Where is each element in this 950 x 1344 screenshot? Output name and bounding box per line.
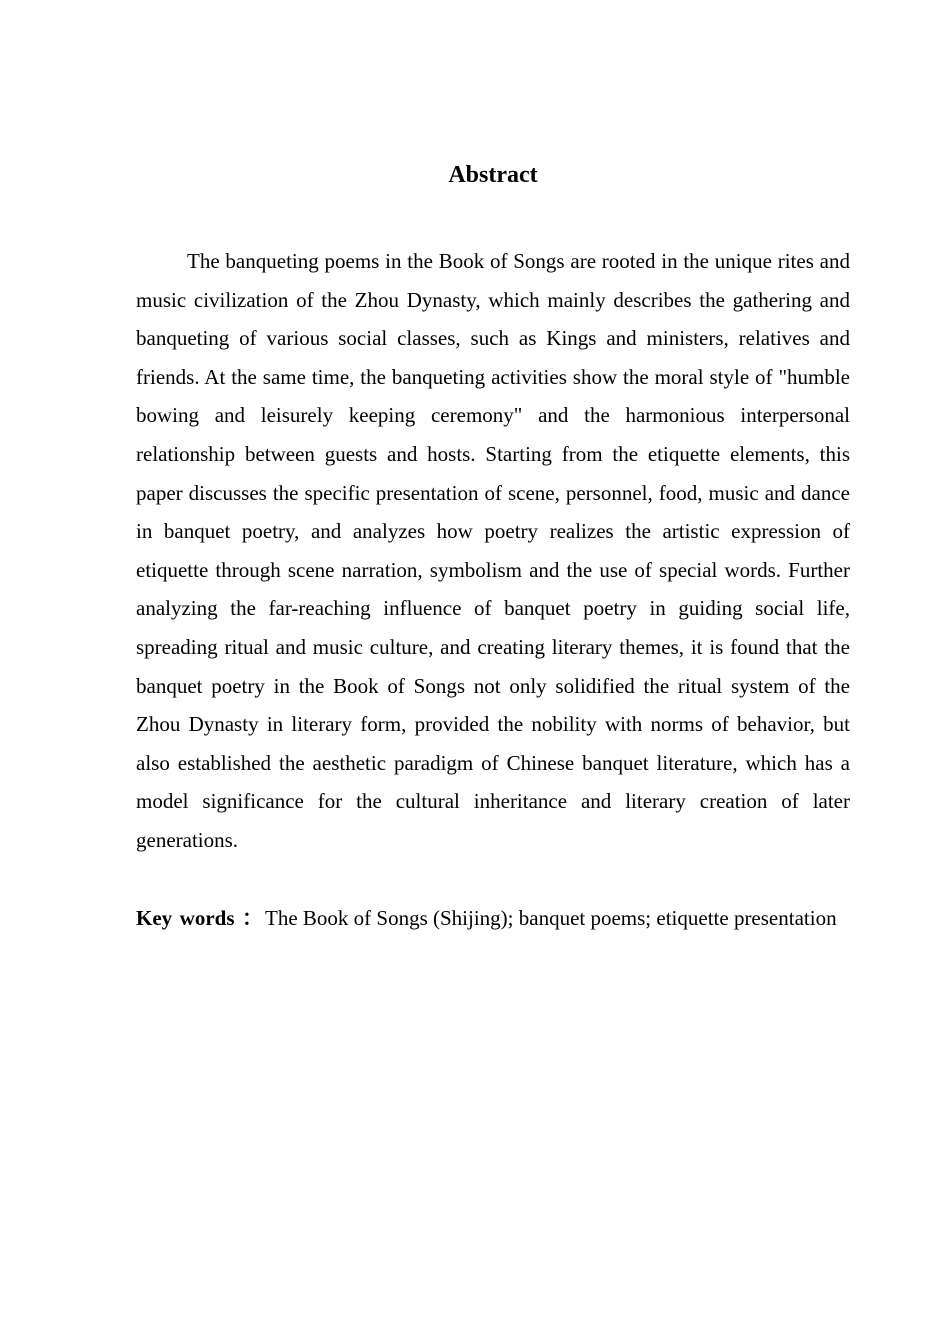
abstract-title: Abstract — [448, 162, 538, 188]
keywords-label-words: words — [179, 906, 235, 930]
keywords-values: The Book of Songs (Shijing); banquet poems; etiquette presentation — [265, 906, 837, 930]
keywords-label — [136, 899, 265, 938]
abstract-paragraph: The banqueting poems in the Book of Songs are rooted in the unique rites and music civilization of the Zhou Dynasty, which mainly describes the gathering and banqueting of various social classes, such as Kings and ministers, relatives and friends. At the same time, the banqueting activities show the moral style of "humble bowing and leisurely keeping ceremony" and the harmonious interpersonal relationship between guests and hosts. Starting from the etiquette elements, this paper discusses the specific presentation of scene, personnel, food, music and dance in banquet poetry, and analyzes how poetry realizes the artistic expression of etiquette through scene narration, symbolism and the use of special words. Further analyzing the far-reaching influence of banquet poetry in guiding social life, spreading ritual and music culture, and creating literary themes, it is found that the banquet poetry in the Book of Songs not only solidified the ritual system of the Zhou Dynasty in literary form, provided the nobility with norms of behavior, but also established the aesthetic paradigm of Chinese banquet literature, which has a model significance for the cultural inheritance and literary creation of later generations. — [136, 249, 850, 852]
keywords-label-key: Key — [136, 906, 173, 930]
keywords-section — [136, 899, 850, 938]
keywords-label-colon: ： — [242, 906, 263, 930]
